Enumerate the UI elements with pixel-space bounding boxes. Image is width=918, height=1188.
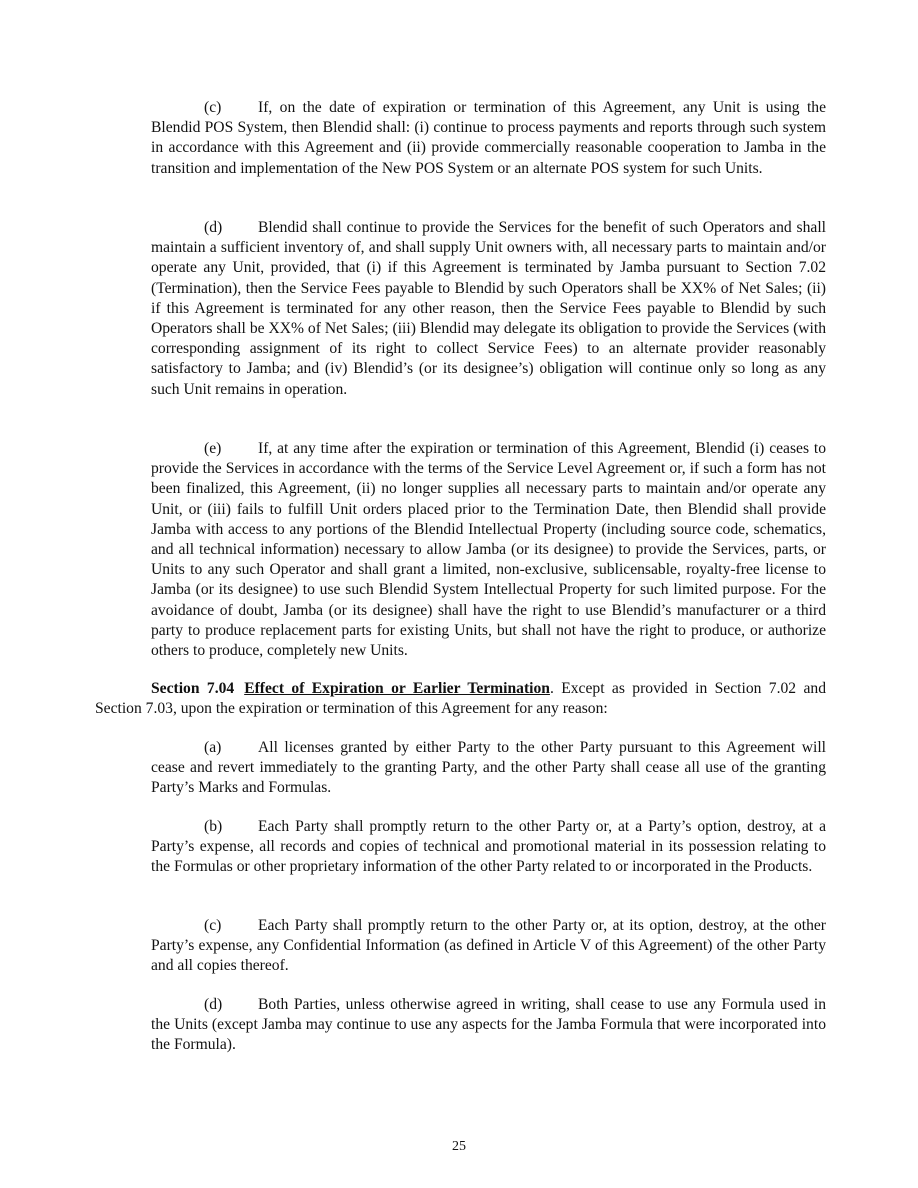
paragraph-c-confidential	[151, 916, 826, 977]
paragraph-a-licenses	[151, 738, 826, 799]
paragraph-label: (e)	[204, 440, 222, 457]
section-title: Effect of Expiration or Earlier Termination	[244, 680, 550, 697]
paragraph-label: (c)	[204, 99, 222, 116]
section-intro-text: . Except as provided in Section 7.02 and Section 7.03, upon the expiration or termination of this Agreement for any reason:	[95, 680, 826, 718]
paragraph-label: (d)	[204, 996, 223, 1013]
paragraph-c-pos-system	[151, 98, 826, 179]
paragraph-text: Both Parties, unless otherwise agreed in writing, shall cease to use any Formula used in the Units (except Jamba may continue to use any aspects for the Jamba Formula that were incorporated into the Formula).	[151, 996, 826, 1054]
paragraph-label: (d)	[204, 219, 223, 236]
paragraph-text: If, on the date of expiration or termination of this Agreement, any Unit is using the Blendid POS System, then Blendid shall: (i) continue to process payments and reports through such system in accordance with this Agreement and (ii) provide commercially reasonable cooperation to Jamba in the transition and implementation of the New POS System or an alternate POS system for such Units.	[151, 99, 826, 177]
paragraph-text: Each Party shall promptly return to the other Party or, at its option, destroy, at the other Party’s expense, any Confidential Information (as defined in Article V of this Agreement) of the other Party and all copies thereof.	[151, 917, 826, 975]
paragraph-d-formula	[151, 995, 826, 1056]
paragraph-b-records	[151, 817, 826, 878]
paragraph-label: (c)	[204, 917, 222, 934]
paragraph-label: (b)	[204, 818, 223, 835]
paragraph-text: If, at any time after the expiration or termination of this Agreement, Blendid (i) ceases to provide the Services in accordance with the terms of the Service Level Agreement or, if such a form has not been finalized, this Agreement, (ii) no longer supplies all necessary parts to maintain and/or operate any Unit, or (iii) fails to fulfill Unit orders placed prior to the Termination Date, then Blendid shall provide Jamba with access to any portions of the Blendid Intellectual Property (including source code, schematics, and all technical information) necessary to allow Jamba (or its designee) to provide the Services, parts, or Units to any such Operator and shall grant a limited, non-exclusive, sublicensable, royalty-free license to Jamba (or its designee) to use such Blendid System Intellectual Property for such limited purpose. For the avoidance of doubt, Jamba (or its designee) shall have the right to use Blendid’s manufacturer or a third party to produce replacement parts for existing Units, but shall not have the right to produce, or authorize others to produce, completely new Units.	[151, 440, 826, 660]
page-number: 25	[452, 1139, 466, 1154]
paragraph-d-services	[151, 218, 826, 400]
paragraph-label: (a)	[204, 739, 222, 756]
section-7-04	[95, 679, 826, 719]
paragraph-text: Each Party shall promptly return to the other Party or, at a Party’s option, destroy, at a Party’s expense, all records and copies of technical and promotional material in its possession relating to the Formulas or other proprietary information of the other Party related to or incorporated in the Products.	[151, 818, 826, 876]
section-number: Section 7.04	[151, 680, 235, 697]
paragraph-e-ip-access	[151, 439, 826, 661]
paragraph-text: Blendid shall continue to provide the Services for the benefit of such Operators and shall maintain a sufficient inventory of, and shall supply Unit owners with, all necessary parts to maintain and/or operate any Unit, provided, that (i) if this Agreement is terminated by Jamba pursuant to Section 7.02 (Termination), then the Service Fees payable to Blendid by such Operators shall be XX% of Net Sales; (ii) if this Agreement is terminated for any other reason, then the Service Fees payable to Blendid by such Operators shall be XX% of Net Sales; (iii) Blendid may delegate its obligation to provide the Services (with corresponding assignment of its right to collect Service Fees) to an alternate provider reasonably satisfactory to Jamba; and (iv) Blendid’s (or its designee’s) obligation will continue only so long as any such Unit remains in operation.	[151, 219, 826, 398]
paragraph-text: All licenses granted by either Party to the other Party pursuant to this Agreement will cease and revert immediately to the granting Party, and the other Party shall cease all use of the granting Party’s Marks and Formulas.	[151, 739, 826, 797]
